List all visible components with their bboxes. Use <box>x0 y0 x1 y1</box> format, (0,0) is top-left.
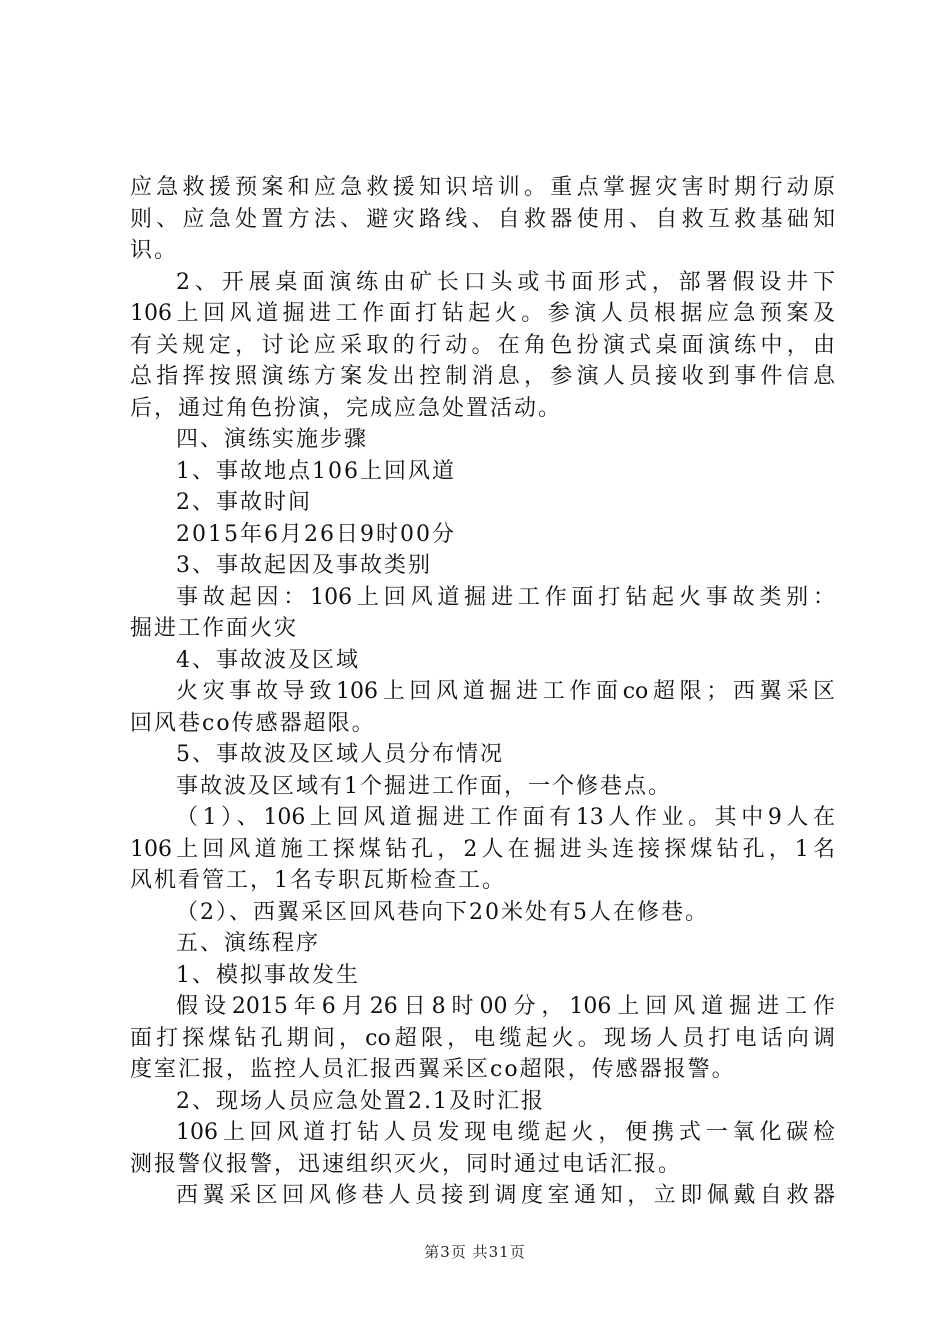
text-line: 火灾事故导致106上回风道掘进工作面co超限；西翼采区 <box>176 679 835 704</box>
text-line: 掘进工作面火灾 <box>130 616 299 641</box>
text-line: 2、开展桌面演练由矿长口头或书面形式，部署假设井下 <box>176 269 835 295</box>
page-footer: 第3页 共31页 <box>424 1243 526 1261</box>
text-line: 2015年6月26日9时00分 <box>176 521 456 547</box>
text-line: 4、事故波及区域 <box>176 647 360 673</box>
text-line: 假设2015年6月26日8时00分，106上回风道掘进工作 <box>176 994 835 1019</box>
text-line: 则、应急处置方法、避灾路线、自救器使用、自救互救基础知 <box>130 206 835 232</box>
text-line: 西翼采区回风修巷人员接到调度室通知，立即佩戴自救器 <box>176 1183 835 1208</box>
text-line: （2）、西翼采区回风巷向下20米处有5人在修巷。 <box>176 899 709 925</box>
text-line: 有关规定，讨论应采取的行动。在角色扮演式桌面演练中，由 <box>130 332 835 358</box>
text-line: 106上回风道掘进工作面打钻起火。参演人员根据应急预案及 <box>130 301 835 326</box>
text-line: 2、现场人员应急处置2.1及时汇报 <box>176 1088 545 1114</box>
text-line: 回风巷co传感器超限。 <box>130 710 376 736</box>
text-line: （1）、106上回风道掘进工作面有13人作业。其中9人在 <box>176 805 835 830</box>
text-line: 事故波及区域有1个掘进工作面，一个修巷点。 <box>176 773 672 799</box>
text-line: 1、模拟事故发生 <box>176 962 360 988</box>
section-heading: 五、演练程序 <box>176 931 321 956</box>
text-line: 后，通过角色扮演，完成应急处置活动。 <box>130 395 563 421</box>
text-line: 106上回风道施工探煤钻孔，2人在掘进头连接探煤钻孔，1名 <box>130 836 835 862</box>
text-line: 应急救援预案和应急救援知识培训。重点掌握灾害时期行动原 <box>130 175 835 200</box>
text-line: 面打探煤钻孔期间，co超限，电缆起火。现场人员打电话向调 <box>130 1025 835 1051</box>
text-line: 识。 <box>130 238 179 263</box>
text-line: 度室汇报，监控人员汇报西翼采区co超限，传感器报警。 <box>130 1057 736 1082</box>
text-line: 5、事故波及区域人员分布情况 <box>176 742 504 767</box>
document-body <box>130 172 835 1212</box>
text-line: 106上回风道打钻人员发现电缆起火，便携式一氧化碳检 <box>176 1120 835 1145</box>
text-line: 事故起因：106上回风道掘进工作面打钻起火事故类别： <box>176 584 835 610</box>
text-line: 2、事故时间 <box>176 490 312 515</box>
text-line: 总指挥按照演练方案发出控制消息，参演人员接收到事件信息 <box>130 364 835 389</box>
text-line: 测报警仪报警，迅速组织灭火，同时通过电话汇报。 <box>130 1151 683 1177</box>
text-line: 3、事故起因及事故类别 <box>176 553 432 578</box>
section-heading: 四、演练实施步骤 <box>176 427 369 452</box>
text-line: 1、事故地点106上回风道 <box>176 458 456 484</box>
text-line: 风机看管工，1名专职瓦斯检查工。 <box>130 868 506 893</box>
